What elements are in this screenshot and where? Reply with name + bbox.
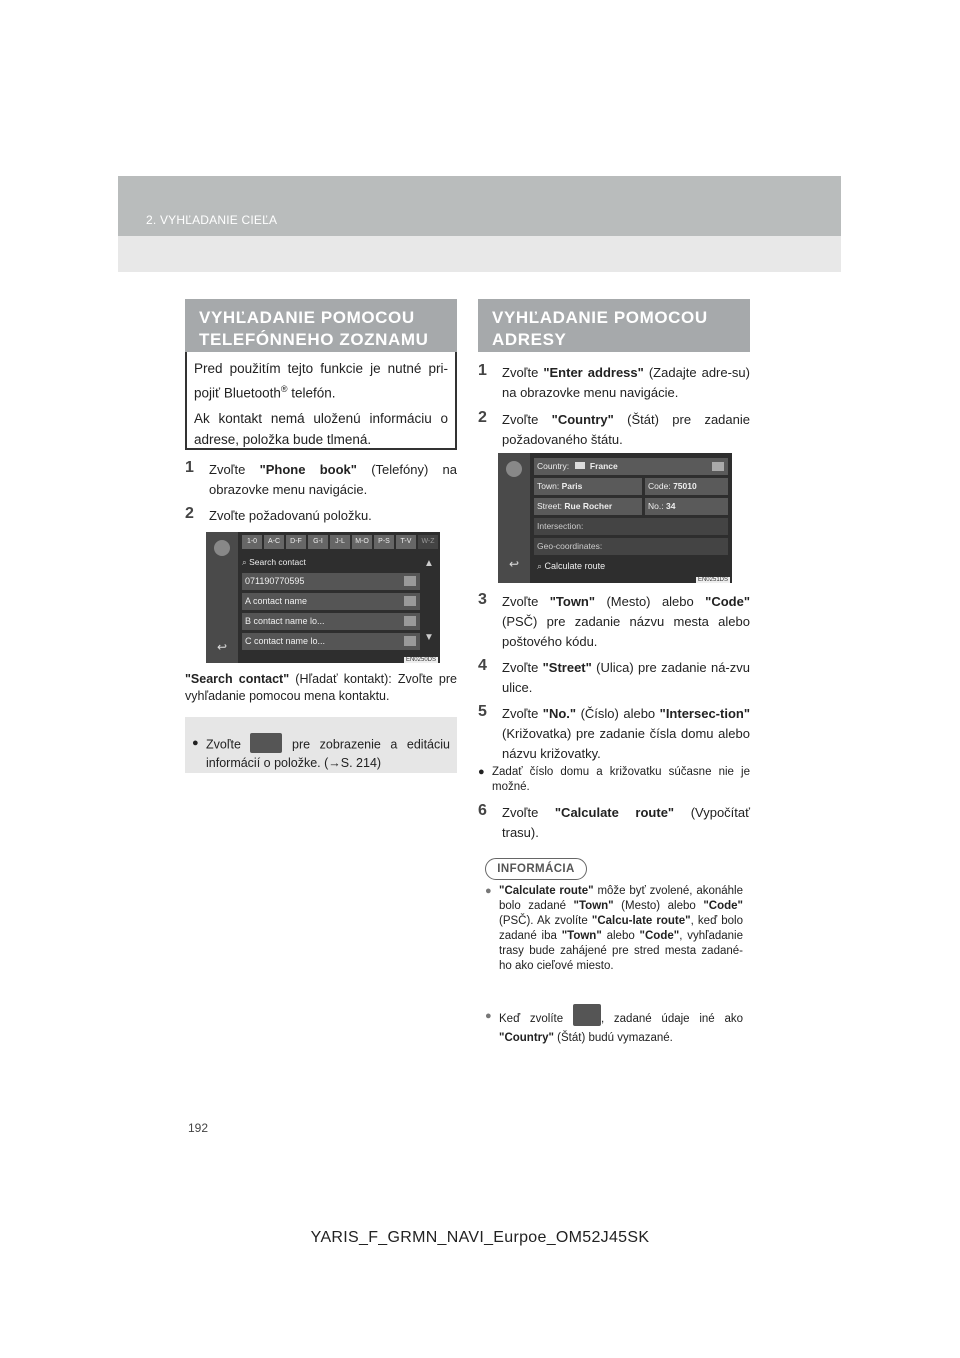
note-paragraph-1 (194, 358, 448, 404)
back-icon: ↩ (216, 640, 228, 654)
step-text (502, 592, 750, 652)
bullet-dot: ● (478, 766, 485, 778)
text: (Mesto) alebo (595, 594, 706, 609)
calculate-route-label: Calculate route (544, 561, 606, 571)
text-bold: "Town" (561, 930, 602, 942)
text: Zvoľte (502, 706, 543, 721)
text: Zvoľte (206, 737, 251, 752)
code-row[interactable] (645, 478, 728, 495)
text-bold: "Code" (705, 594, 750, 609)
town-value: Paris (561, 481, 583, 491)
contact-row-label: B contact name lo... (245, 616, 325, 626)
text: , keď bolo zadané iba (499, 915, 743, 942)
tab[interactable]: J-L (330, 535, 350, 549)
text: (Mesto) alebo (613, 900, 704, 912)
tab[interactable]: A-C (264, 535, 284, 549)
step-number: 1 (185, 459, 194, 476)
bullet-text (499, 1008, 743, 1047)
flag-icon (575, 462, 585, 469)
number-label: No.: (648, 501, 664, 511)
text-bold: "Town" (573, 900, 614, 912)
town-label: Town: (537, 481, 560, 491)
step-number: 3 (478, 591, 487, 608)
code-label: Code: (648, 481, 671, 491)
prerequisite-note (185, 352, 457, 450)
step-number: 5 (478, 703, 487, 720)
tab-row (242, 535, 438, 549)
text: Zvoľte (209, 462, 260, 477)
section-title-line1: VYHĽADANIE POMOCOU (492, 308, 708, 327)
step-5-address (478, 704, 750, 764)
search-icon: ⌕ (242, 557, 250, 567)
geo-label: Geo-coordinates: (537, 541, 603, 551)
route-icon: ⌕ (537, 561, 545, 571)
text: , zadané údaje iné ako (600, 1013, 744, 1026)
scroll-up-icon[interactable]: ▲ (424, 558, 434, 569)
section-title-phonebook (185, 299, 457, 352)
number-value: 34 (665, 501, 676, 511)
contact-row[interactable] (242, 613, 420, 630)
header-subbar (118, 236, 841, 272)
street-row[interactable] (534, 498, 642, 515)
step-number: 1 (478, 362, 487, 379)
back-icon: ↩ (508, 557, 520, 571)
edit-icon[interactable] (404, 576, 416, 586)
search-contact-label: Search contact (249, 557, 306, 567)
country-label: Country: (537, 461, 570, 471)
text: (Hľadať kontakt): Zvoľte pre vyhľadanie pomocou mena kontaktu. (185, 672, 457, 703)
step-6-address (478, 803, 750, 843)
search-contact-description (185, 671, 457, 705)
calculate-route-button[interactable] (534, 558, 684, 575)
home-icon (214, 540, 230, 556)
edit-icon[interactable] (404, 636, 416, 646)
clear-fields-icon (573, 1004, 601, 1026)
text: (Ulica) pre zadanie ná-zvu ulice. (502, 660, 750, 695)
step-1-phonebook (185, 460, 457, 500)
step-2-address (478, 410, 750, 450)
step-3-address (478, 592, 750, 652)
text: môže byť zvolené, akonáhle bolo zadané (499, 885, 744, 912)
tab[interactable]: D-F (286, 535, 306, 549)
page-number: 192 (188, 1121, 209, 1135)
text: , vyhľadanie trasy bude zahájené pre stred mesta zadané-ho ako cieľové miesto. (499, 930, 743, 972)
text-bold: "Code" (703, 900, 743, 912)
registered-mark: ® (280, 384, 288, 394)
text-bold: "Intersec-tion" (659, 706, 750, 721)
edit-icon[interactable] (404, 596, 416, 606)
text: (PSČ) pre zadanie názvu mesta alebo poštového kódu. (502, 614, 750, 649)
text: (Križovatka) pre zadanie čísla domu alebo názvu križovatky. (502, 726, 750, 761)
text: alebo (601, 930, 640, 942)
edit-icon (250, 733, 282, 753)
bullet-dot: ● (485, 885, 492, 897)
number-row[interactable] (645, 498, 728, 515)
text: Zvoľte (502, 365, 544, 380)
step-text (209, 460, 457, 500)
house-number-note (478, 765, 750, 795)
tab[interactable]: P-S (374, 535, 394, 549)
text: Keď zvolíte (499, 1013, 573, 1026)
step-text (502, 363, 750, 403)
text: (Telefóny) na obrazovke menu navigácie. (209, 462, 457, 497)
text-bold: "Phone book" (259, 462, 357, 477)
tab[interactable]: M-O (352, 535, 372, 549)
search-contact-row[interactable] (242, 554, 420, 570)
bullet-text: Zadať číslo domu a križovatku súčasne nie je možné. (492, 766, 750, 793)
contact-row-label: A contact name (245, 596, 308, 606)
bullet-text (206, 735, 450, 772)
text-bold: "Calculate route" (554, 805, 675, 820)
home-icon (506, 461, 522, 477)
contact-row[interactable] (242, 573, 420, 590)
town-row[interactable] (534, 478, 642, 495)
text-bold: "No." (542, 706, 577, 721)
step-2-phonebook (185, 506, 457, 526)
step-number: 6 (478, 802, 487, 819)
contact-row[interactable] (242, 633, 420, 650)
contact-row[interactable] (242, 593, 420, 610)
country-row[interactable] (534, 458, 728, 475)
street-label: Street: (537, 501, 563, 511)
tab[interactable]: G-I (308, 535, 328, 549)
step-number: 2 (478, 409, 487, 426)
text: Zvoľte (502, 660, 543, 675)
contact-row-label: C contact name lo... (245, 636, 326, 646)
code-value: 75010 (673, 481, 697, 491)
tab[interactable]: 1-0 (242, 535, 262, 549)
info-bullet-2 (485, 1008, 743, 1047)
document-footer: YARIS_F_GRMN_NAVI_Eurpoe_OM52J45SK (310, 1229, 650, 1246)
text: (PSČ). Ak zvolíte (499, 915, 592, 927)
street-value: Rue Rocher (564, 501, 613, 511)
text: pre zobrazenie a editáciu informácií o položke. (→S. 214) (206, 737, 450, 770)
text: (Štát) pre zadanie požadovaného štátu. (502, 412, 750, 447)
section-title-line2: TELEFÓNNEHO ZOZNAMU (199, 330, 429, 349)
text-bold: "Enter address" (543, 365, 644, 380)
step-number: 4 (478, 657, 487, 674)
step-text (502, 410, 750, 450)
note-paragraph-2: Ak kontakt nemá uloženú informáciu o adrese, položka bude tlmená. (194, 410, 448, 447)
text-bold: "Country" (499, 1032, 554, 1044)
screen-code: EN0250DS (405, 657, 436, 663)
tab[interactable]: T-V (396, 535, 416, 549)
step-1-address (478, 363, 750, 403)
text: (Štát) budú vymazané. (553, 1032, 673, 1044)
note-text: Pred použitím tejto funkcie je nutné pri-pojiť Bluetooth (194, 361, 448, 401)
text-bold: "Calculate route" (499, 885, 594, 897)
text: (Zadajte adre-su) na obrazovke menu navigácie. (502, 365, 750, 400)
edit-icon[interactable] (404, 616, 416, 626)
country-value: France (589, 461, 618, 471)
geo-row[interactable] (534, 538, 728, 555)
note-text: telefón. (287, 385, 336, 401)
step-text (502, 704, 750, 764)
text: (Číslo) alebo (576, 706, 660, 721)
text-bold: "Country" (551, 412, 614, 427)
step-number: 2 (185, 505, 194, 522)
info-badge: INFORMÁCIA (485, 858, 587, 880)
info-bullet-1 (485, 884, 743, 974)
text: (Vypočítať trasu). (502, 805, 750, 840)
step-4-address (478, 658, 750, 698)
step-text (502, 803, 750, 843)
tab[interactable]: W-Z (418, 535, 438, 549)
text-bold: "Code" (639, 930, 680, 942)
screen-code: EN0251DS (697, 577, 728, 583)
breadcrumb: 2. VYHĽADANIE CIEĽA (146, 213, 278, 227)
phonebook-screen (206, 532, 440, 663)
step-text: Zvoľte požadovanú položku. (209, 508, 372, 523)
bullet-dot: ● (192, 737, 199, 749)
clear-icon[interactable] (712, 462, 724, 471)
scroll-down-icon[interactable]: ▼ (424, 632, 434, 643)
step-text (502, 658, 750, 698)
text-bold: "Street" (542, 660, 592, 675)
tip-bullet (192, 735, 450, 772)
intersection-row[interactable] (534, 518, 728, 535)
address-screen (498, 453, 732, 583)
text-bold: "Search contact" (185, 672, 290, 686)
section-title-line2: ADRESY (492, 330, 567, 349)
text: Zvoľte (502, 412, 552, 427)
contact-row-label: 071190770595 (245, 576, 305, 586)
text: Zvoľte (502, 594, 550, 609)
text-bold: "Town" (549, 594, 596, 609)
intersection-label: Intersection: (537, 521, 584, 531)
header-bar (118, 176, 841, 236)
section-title-address (478, 299, 750, 352)
bullet-dot: ● (485, 1010, 492, 1022)
text-bold: "Calcu-late route" (591, 915, 691, 927)
text: Zvoľte (502, 805, 555, 820)
bullet-text (499, 884, 743, 974)
section-title-line1: VYHĽADANIE POMOCOU (199, 308, 415, 327)
